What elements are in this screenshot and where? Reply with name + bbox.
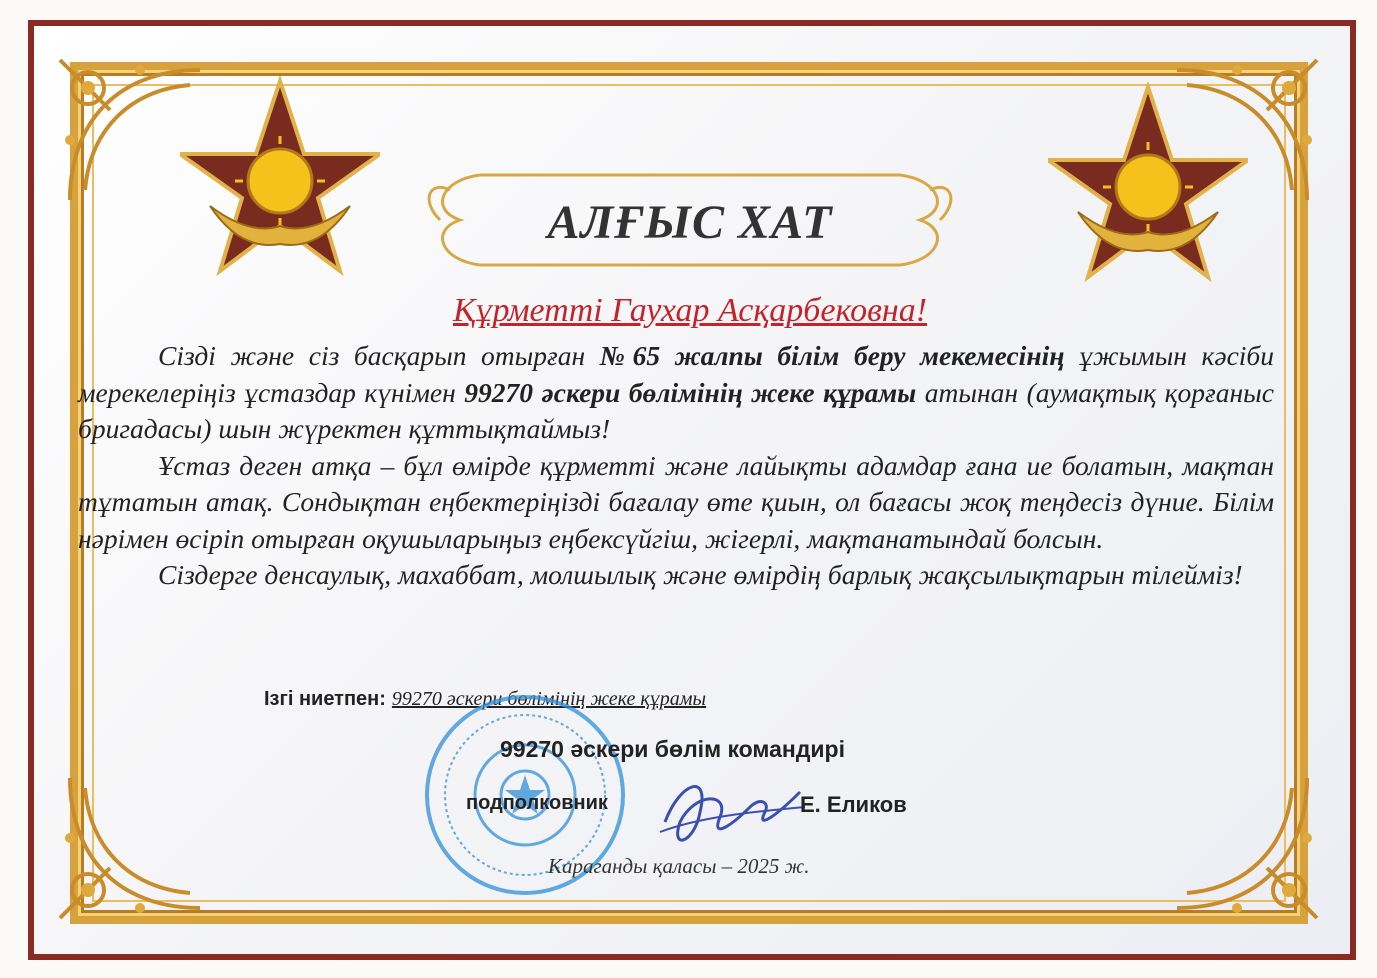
- letter-body: [78, 338, 1274, 594]
- commander-title: 99270 әскери бөлім командирі: [500, 736, 845, 762]
- military-star-emblem-icon: [1048, 82, 1248, 282]
- rank-label: подполковник: [466, 792, 608, 814]
- paragraph-1: Сізді және сіз басқарып отырған №65 жалпы білім беру мекемесінің ұжымын кәсіби мерекелеріңіз ұстаздар күнімен 99270 әскери бөлімінің жеке құрамы атынан (аумақтық қорғаныс бригадасы) шын жүректен құттықтаймыз!: [78, 340, 1274, 444]
- paragraph-3: Сіздерге денсаулық, махаббат, молшылық және өмірдің барлық жақсылықтарын тілейміз!: [158, 559, 1243, 590]
- signoff-value: 99270 әскери бөлімінің жеке құрамы: [391, 688, 707, 710]
- corner-ornament-icon: [1167, 768, 1337, 938]
- handwritten-signature: [640, 762, 810, 862]
- military-star-emblem-icon: [180, 76, 380, 276]
- city-year: Караганды қаласы – 2025 ж.: [548, 854, 810, 878]
- greeting-line: Құрметті Гаухар Асқарбековна!: [452, 292, 928, 329]
- document-title: АЛҒЫС ХАТ: [547, 196, 833, 249]
- signatory-name: Е. Еликов: [800, 792, 907, 817]
- paragraph-2: Ұстаз деген атқа – бұл өмірде құрметті және лайықты адамдар ғана ие болатын, мақтан тұтатын атақ. Сондықтан еңбектеріңізді бағалау өте қиын, ол бағасы жоқ теңдесіз дүние. Білім нәрімен өсіріп отырған оқушыларыңыз еңбексүйгіш, жігерлі, мақтанатындай болсын.: [78, 449, 1274, 554]
- signoff-label: Ізгі ниетпен:: [264, 688, 386, 710]
- corner-ornament-icon: [40, 768, 210, 938]
